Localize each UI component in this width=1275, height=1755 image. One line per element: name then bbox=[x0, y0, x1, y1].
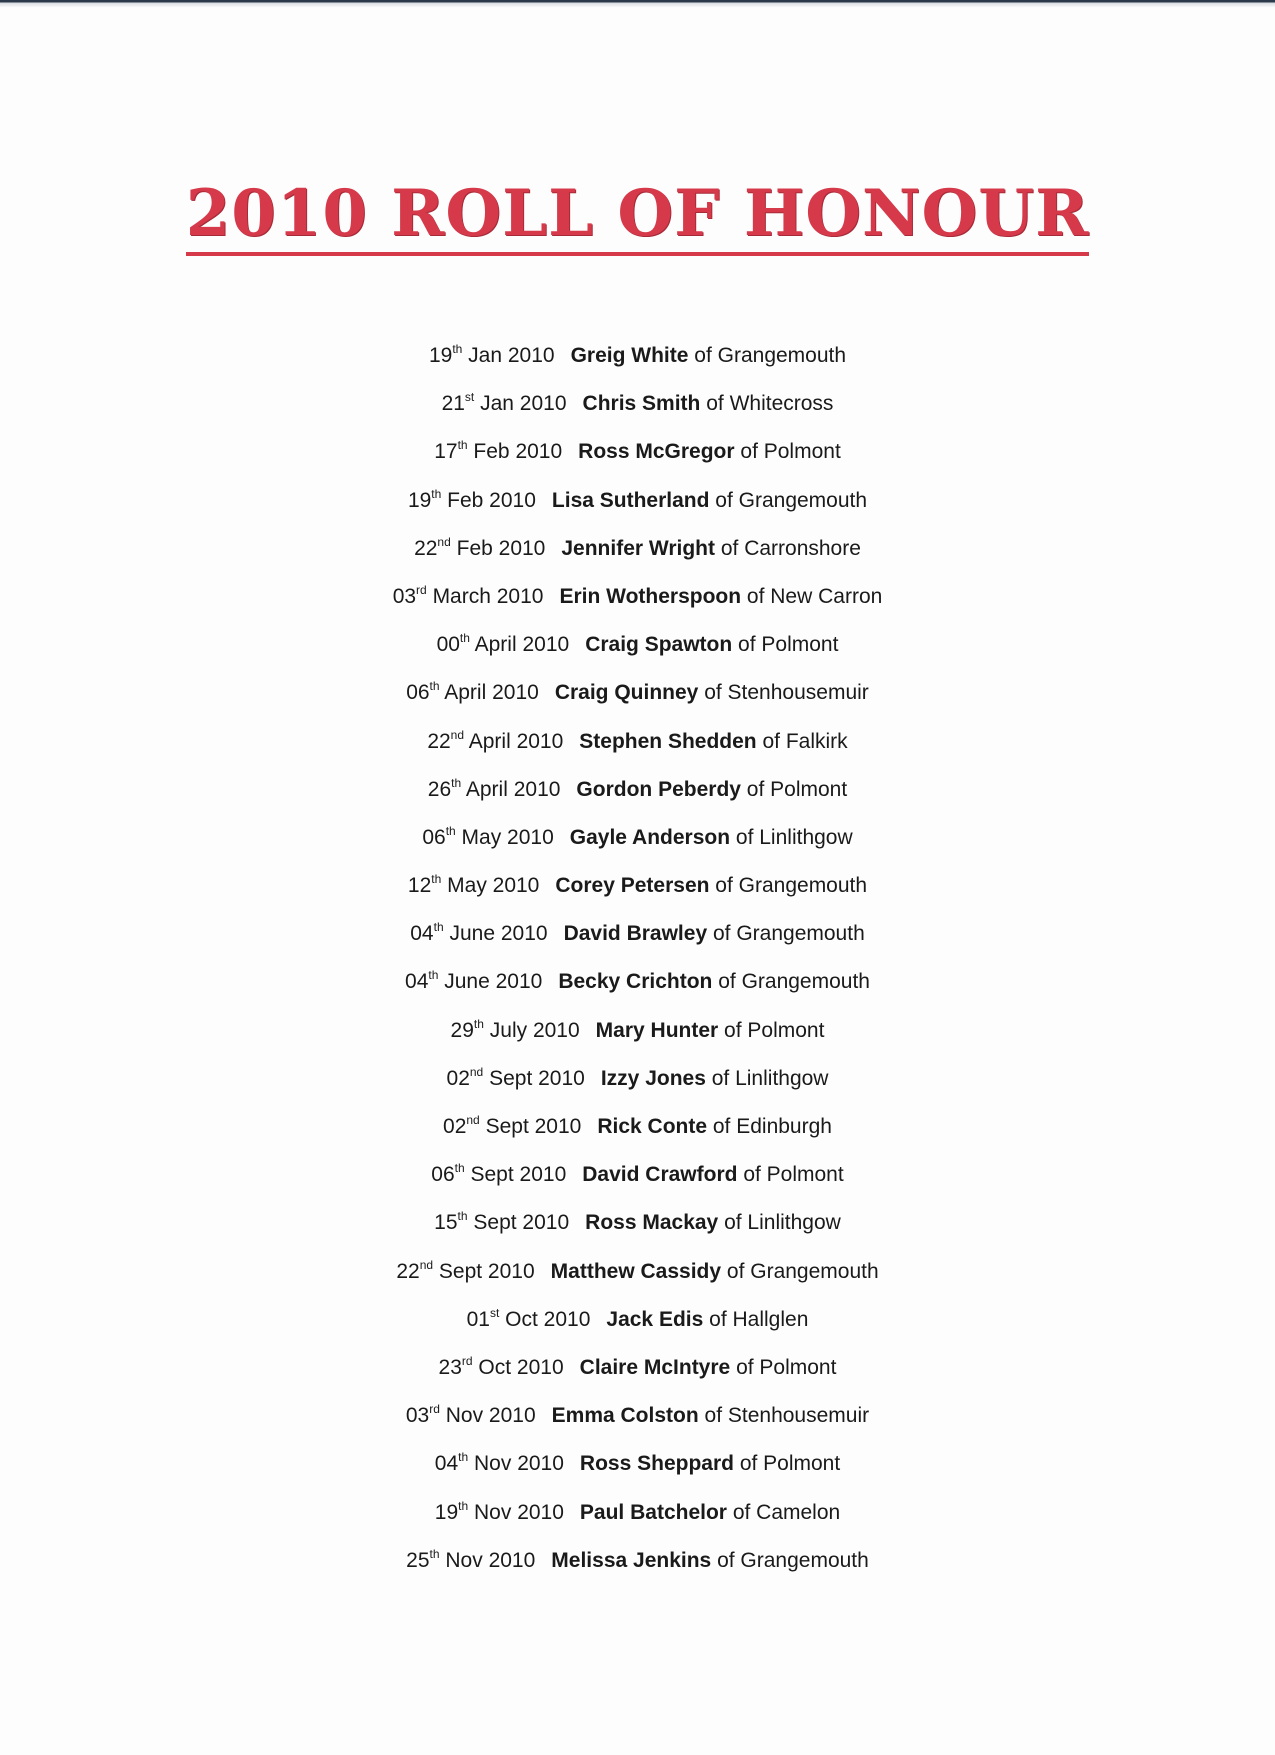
list-item bbox=[0, 385, 1275, 433]
entry-day-suffix: th bbox=[457, 1209, 468, 1224]
entry-name: Craig Quinney bbox=[554, 681, 699, 705]
entry-day-suffix: th bbox=[428, 968, 439, 983]
entry-day-suffix: th bbox=[458, 1450, 469, 1465]
entry-date bbox=[392, 582, 544, 608]
list-item bbox=[0, 867, 1275, 915]
entry-day: 22 bbox=[396, 1259, 420, 1283]
entry-place: of Grangemouth bbox=[712, 922, 865, 946]
entry-day: 23 bbox=[438, 1355, 462, 1379]
entry-name: Lisa Sutherland bbox=[551, 488, 710, 512]
entry-date bbox=[410, 922, 547, 945]
entry-place: of Polmont bbox=[736, 1355, 837, 1379]
entry-date bbox=[396, 1257, 535, 1283]
entry-month-year: April 2010 bbox=[465, 777, 561, 801]
entry-day: 25 bbox=[406, 1548, 430, 1572]
list-item bbox=[0, 1012, 1275, 1060]
list-item bbox=[0, 723, 1275, 771]
entry-day-suffix: th bbox=[457, 438, 468, 453]
entry-name: Greig White bbox=[570, 344, 689, 367]
entry-day-suffix: th bbox=[431, 872, 442, 887]
entry-date bbox=[406, 1404, 536, 1427]
list-item bbox=[0, 530, 1275, 578]
entry-place: of Polmont bbox=[743, 1163, 844, 1187]
entry-name: Ross Mackay bbox=[585, 1211, 719, 1235]
entry-date bbox=[434, 1498, 564, 1524]
list-item bbox=[0, 1108, 1275, 1156]
entry-day-suffix: th bbox=[445, 823, 456, 838]
entry-name: David Crawford bbox=[582, 1163, 738, 1187]
entry-date bbox=[427, 775, 561, 801]
entry-month-year: April 2010 bbox=[444, 681, 539, 705]
entry-month-year: April 2010 bbox=[468, 729, 564, 753]
entry-day: 06 bbox=[422, 825, 446, 849]
entry-name: Izzy Jones bbox=[600, 1066, 706, 1090]
entry-date bbox=[466, 1305, 591, 1331]
entry-place: of Grangemouth bbox=[726, 1259, 879, 1283]
entry-date bbox=[431, 1163, 566, 1186]
entry-month-year: Nov 2010 bbox=[445, 1404, 536, 1428]
title-area bbox=[0, 178, 1275, 256]
entry-day: 02 bbox=[443, 1115, 467, 1138]
entry-day: 15 bbox=[434, 1211, 458, 1235]
entry-month-year: Sept 2010 bbox=[485, 1115, 582, 1138]
list-item bbox=[0, 1445, 1275, 1493]
entry-day-suffix: th bbox=[431, 486, 442, 501]
entry-day-suffix: th bbox=[429, 679, 440, 694]
list-item bbox=[0, 674, 1275, 722]
honour-list bbox=[0, 337, 1275, 1590]
entry-name: Becky Crichton bbox=[558, 970, 713, 994]
list-item bbox=[0, 1156, 1275, 1204]
entry-day: 26 bbox=[427, 777, 452, 801]
entry-day-suffix: rd bbox=[429, 1402, 440, 1417]
entry-name: Ross McGregor bbox=[578, 440, 735, 464]
list-item bbox=[0, 1060, 1275, 1108]
entry-place: of Edinburgh bbox=[712, 1115, 832, 1138]
entry-name: Gordon Peberdy bbox=[576, 777, 741, 801]
entry-name: Rick Conte bbox=[597, 1115, 708, 1138]
entry-month-year: May 2010 bbox=[461, 825, 554, 849]
entry-place: of Grangemouth bbox=[715, 488, 868, 512]
entry-day: 02 bbox=[446, 1066, 470, 1090]
entry-name: Erin Wotherspoon bbox=[559, 584, 742, 608]
scan-edge bbox=[0, 0, 1275, 8]
entry-day: 01 bbox=[466, 1307, 490, 1331]
entry-name: Jennifer Wright bbox=[561, 536, 715, 560]
list-item bbox=[0, 578, 1275, 626]
entry-place: of Polmont bbox=[724, 1018, 825, 1042]
list-item bbox=[0, 963, 1275, 1011]
entry-place: of Grangemouth bbox=[718, 970, 870, 994]
entry-date bbox=[405, 970, 542, 993]
entry-day: 29 bbox=[450, 1018, 474, 1042]
entry-place: of Polmont bbox=[738, 633, 839, 657]
entry-name: Matthew Cassidy bbox=[550, 1259, 722, 1283]
entry-month-year: Nov 2010 bbox=[474, 1500, 564, 1524]
entry-place: of Falkirk bbox=[762, 729, 848, 753]
entry-month-year: Feb 2010 bbox=[473, 440, 563, 464]
entry-date bbox=[446, 1064, 585, 1090]
entry-day: 19 bbox=[407, 488, 432, 512]
entry-date bbox=[406, 1546, 536, 1572]
entry-place: of Polmont bbox=[739, 1452, 841, 1476]
entry-place: of Carronshore bbox=[720, 536, 861, 560]
entry-place: of Grangemouth bbox=[694, 344, 847, 367]
entry-month-year: Sept 2010 bbox=[489, 1066, 585, 1090]
list-item bbox=[0, 1542, 1275, 1590]
entry-name: Claire McIntyre bbox=[579, 1355, 731, 1379]
entry-name: Ross Sheppard bbox=[579, 1452, 734, 1476]
entry-place: of Stenhousemuir bbox=[704, 681, 869, 705]
entry-name: Corey Petersen bbox=[555, 874, 710, 898]
entry-month-year: May 2010 bbox=[447, 874, 540, 898]
entry-date bbox=[438, 1353, 564, 1379]
entry-place: of Stenhousemuir bbox=[704, 1404, 870, 1428]
entry-place: of Whitecross bbox=[706, 392, 834, 416]
entry-date bbox=[435, 1452, 564, 1475]
list-item bbox=[0, 771, 1275, 819]
entry-day: 19 bbox=[434, 1500, 459, 1524]
entry-day-suffix: th bbox=[451, 775, 462, 790]
entry-date bbox=[422, 823, 554, 849]
entry-day-suffix: nd bbox=[419, 1257, 434, 1272]
entry-day-suffix: nd bbox=[469, 1064, 484, 1079]
entry-day-suffix: rd bbox=[461, 1353, 473, 1368]
entry-month-year: July 2010 bbox=[489, 1018, 580, 1042]
entry-day-suffix: th bbox=[452, 342, 463, 356]
entry-month-year: Jan 2010 bbox=[468, 344, 555, 367]
entry-day: 21 bbox=[441, 392, 465, 416]
list-item bbox=[0, 1397, 1275, 1445]
entry-date bbox=[429, 344, 555, 367]
list-item bbox=[0, 626, 1275, 674]
entry-day-suffix: rd bbox=[416, 582, 427, 597]
entry-day: 00 bbox=[436, 633, 460, 657]
entry-name: Chris Smith bbox=[582, 392, 701, 416]
entry-name: Jack Edis bbox=[606, 1307, 704, 1331]
entry-month-year: Nov 2010 bbox=[474, 1452, 564, 1476]
entry-name: Melissa Jenkins bbox=[551, 1548, 712, 1572]
entry-month-year: Oct 2010 bbox=[478, 1355, 564, 1379]
entry-date bbox=[442, 392, 567, 415]
entry-place: of Linlithgow bbox=[735, 825, 853, 849]
entry-date bbox=[408, 874, 539, 897]
entry-day-suffix: th bbox=[454, 1161, 465, 1176]
entry-place: of Polmont bbox=[740, 440, 841, 464]
entry-day: 12 bbox=[407, 874, 432, 898]
list-item bbox=[0, 1253, 1275, 1301]
entry-place: of Grangemouth bbox=[717, 1548, 869, 1572]
list-item bbox=[0, 433, 1275, 481]
list-item bbox=[0, 915, 1275, 963]
entry-day-suffix: th bbox=[433, 920, 444, 935]
entry-place: of Linlithgow bbox=[724, 1211, 841, 1235]
entry-date bbox=[434, 1211, 569, 1234]
list-item bbox=[0, 1204, 1275, 1252]
entry-date bbox=[407, 486, 536, 512]
entry-day: 22 bbox=[414, 536, 438, 560]
list-item bbox=[0, 1349, 1275, 1397]
entry-day: 03 bbox=[392, 584, 417, 608]
entry-day: 19 bbox=[428, 344, 453, 367]
entry-month-year: Feb 2010 bbox=[456, 536, 546, 560]
entry-place: of Camelon bbox=[732, 1500, 841, 1524]
entry-day-suffix: st bbox=[489, 1305, 500, 1320]
entry-month-year: Feb 2010 bbox=[447, 488, 536, 512]
entry-month-year: Sept 2010 bbox=[473, 1211, 570, 1235]
entry-date bbox=[414, 534, 546, 560]
entry-day-suffix: nd bbox=[450, 727, 465, 742]
list-item bbox=[0, 1301, 1275, 1349]
entry-name: Craig Spawton bbox=[585, 633, 733, 657]
entry-name: Emma Colston bbox=[551, 1404, 699, 1428]
entry-place: of Grangemouth bbox=[715, 874, 868, 898]
entry-date bbox=[443, 1115, 581, 1138]
entry-month-year: March 2010 bbox=[432, 584, 544, 608]
entry-month-year: Sept 2010 bbox=[438, 1259, 535, 1283]
entry-month-year: Oct 2010 bbox=[505, 1307, 591, 1331]
entry-month-year: Sept 2010 bbox=[470, 1163, 567, 1187]
entry-day-suffix: th bbox=[458, 1498, 469, 1513]
entry-month-year: June 2010 bbox=[444, 970, 543, 994]
entry-date bbox=[427, 727, 564, 753]
entry-date bbox=[450, 1016, 580, 1042]
entry-day-suffix: th bbox=[429, 1546, 440, 1561]
entry-place: of Linlithgow bbox=[711, 1066, 829, 1090]
entry-day: 22 bbox=[427, 729, 451, 753]
entry-day: 03 bbox=[405, 1404, 430, 1428]
entry-date bbox=[406, 681, 539, 704]
entry-day-suffix: th bbox=[473, 1016, 484, 1031]
entry-date bbox=[434, 440, 562, 463]
entry-day-suffix: th bbox=[459, 631, 470, 646]
entry-month-year: Jan 2010 bbox=[480, 392, 567, 416]
entry-place: of Hallglen bbox=[709, 1307, 809, 1331]
list-item bbox=[0, 1494, 1275, 1542]
entry-day-suffix: nd bbox=[437, 534, 451, 549]
entry-day: 06 bbox=[406, 681, 430, 705]
entry-month-year: Nov 2010 bbox=[445, 1548, 536, 1572]
list-item bbox=[0, 337, 1275, 385]
list-item bbox=[0, 482, 1275, 530]
entry-name: David Brawley bbox=[563, 922, 708, 946]
entry-day: 17 bbox=[434, 440, 458, 464]
entry-day: 04 bbox=[405, 970, 429, 994]
list-item bbox=[0, 819, 1275, 867]
entry-day-suffix: nd bbox=[466, 1113, 480, 1127]
entry-day: 06 bbox=[431, 1163, 455, 1187]
entry-name: Paul Batchelor bbox=[579, 1500, 727, 1524]
entry-place: of New Carron bbox=[746, 584, 883, 608]
entry-name: Stephen Shedden bbox=[579, 729, 757, 753]
entry-month-year: June 2010 bbox=[449, 922, 548, 946]
entry-day: 04 bbox=[410, 922, 434, 946]
entry-day-suffix: st bbox=[464, 390, 475, 405]
entry-day: 04 bbox=[434, 1452, 459, 1476]
entry-place: of Polmont bbox=[746, 777, 848, 801]
entry-month-year: April 2010 bbox=[474, 633, 570, 657]
entry-date bbox=[437, 633, 570, 656]
page-title: 2010 ROLL OF HONOUR bbox=[186, 178, 1090, 256]
entry-name: Mary Hunter bbox=[595, 1018, 719, 1042]
entry-name: Gayle Anderson bbox=[569, 825, 731, 849]
